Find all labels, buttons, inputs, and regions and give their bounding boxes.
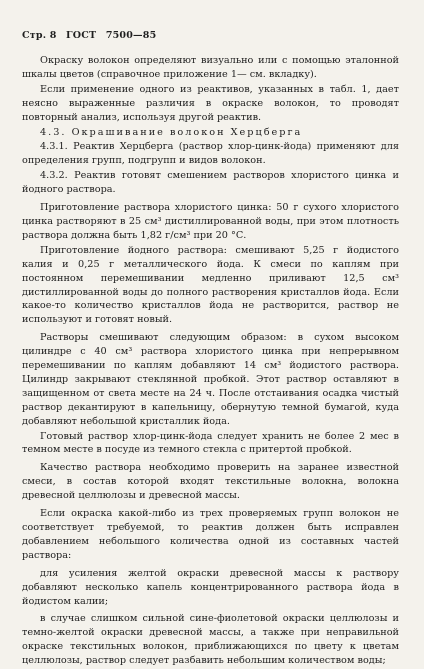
standard-number: 7500—85	[105, 30, 157, 41]
section-heading: 4.3. Окрашивание волокон Херцберга	[40, 126, 303, 138]
paragraph: 4.3.1. Реактив Херцберга (раствор хлор-цинк-йода) применяют для определения групп, подгрупп и видов волокон.	[22, 141, 399, 167]
standard-label: ГОСТ	[66, 30, 97, 41]
paragraph: Растворы смешивают следующим образом: в сухом высоком цилиндре с 40 см³ раствора хлористого цинка при непрерывном перемешивании по каплям добавляют 14 см³ йодистого раствора. Цилиндр закрывают стеклянной пробкой. Этот раствор оставляют в защищенном от света месте на 24 ч. После отстаивания осадка чистый раствор декантируют в капельницу, обернутую темной бумагой, куда добавляют небольшой кристаллик йода.	[22, 332, 399, 427]
paragraph: Если применение одного из реактивов, указанных в табл. 1, дает неясно выраженные различия в окраске волокон, то проводят повторный анализ, используя другой реактив.	[22, 83, 399, 123]
paragraph: Окраску волокон определяют визуально или с помощью эталонной шкалы цветов (справочное приложение 1— см. вкладку).	[22, 55, 399, 80]
paragraph: Приготовление раствора хлористого цинка: 50 г сухого хлористого цинка растворяют в 25 см³ дистиллированной воды, при этом плотность раствора должна быть 1,82 г/см³ при 20 °С.	[22, 202, 399, 241]
list-item: в случае слишком сильной сине-фиолетовой окраски целлюлозы и темно-желтой окраски древесной массы, а также при неправильной окраске текстильных волокон, приближающихся по цвету к цветам целлюлозы, раствор следует разбавить небольшим количеством воды;	[22, 613, 399, 667]
paragraph: Приготовление йодного раствора: смешивают 5,25 г йодистого калия и 0,25 г металлического йода. К смеси по каплям при постоянном перемешивании медленно приливают 12,5 см³ дистиллированной воды до полного растворения кристаллов йода. Если какое-то количество кристаллов йода не растворится, раствор не используют и готовят новый.	[22, 244, 399, 326]
document-body	[22, 54, 399, 669]
paragraph: Качество раствора необходимо проверить на заранее известной смеси, в состав которой входят текстильные волокна, волокна древесной целлюлозы и древесной массы.	[22, 462, 399, 502]
page-number: Стр. 8	[22, 30, 57, 41]
list-item: для усиления желтой окраски древесной массы к раствору добавляют несколько капель концентрированного раствора йода в йодистом калии;	[22, 567, 399, 607]
paragraph: Если окраска какой-либо из трех проверяемых групп волокон не соответствует требуемой, то реактив должен быть исправлен добавлением небольшого количества одной из составных частей раствора:	[22, 508, 399, 561]
paragraph: 4.3.2. Реактив готовят смешением растворов хлористого цинка и йодного раствора.	[22, 170, 399, 196]
paragraph: Готовый раствор хлор-цинк-йода следует хранить не более 2 мес в темном месте в посуде из темного стекла с притертой пробкой.	[22, 430, 399, 456]
page-header	[22, 30, 162, 41]
